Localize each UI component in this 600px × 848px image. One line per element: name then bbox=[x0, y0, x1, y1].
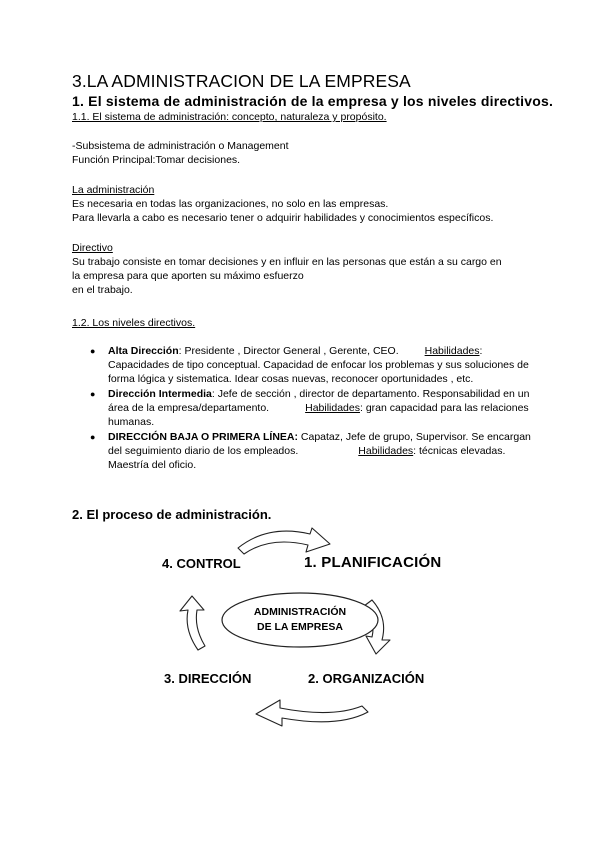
arrow-top-icon bbox=[238, 528, 330, 554]
bullet-icon: ● bbox=[90, 389, 96, 399]
center-label-line2: DE LA EMPRESA bbox=[257, 621, 343, 633]
step-control-label: 4. CONTROL bbox=[162, 556, 241, 571]
administracion-line: Para llevarla a cabo es necesario tener o adquirir habilidades y conocimientos específicos. bbox=[72, 212, 494, 224]
directivo-line: la empresa para que aporten su máximo esfuerzo bbox=[72, 270, 304, 282]
center-label bbox=[236, 605, 364, 635]
arrow-left-icon bbox=[180, 596, 205, 650]
level-skills: : gran capacidad para las relaciones humanas. bbox=[108, 402, 529, 428]
level-roles: Capataz, Jefe de grupo, Supervisor. Se encargan del seguimiento diario de los empleados. bbox=[108, 431, 531, 457]
level-skills-label: Habilidades bbox=[424, 345, 480, 357]
intro-line: -Subsistema de administración o Management bbox=[72, 140, 289, 152]
step-direccion-label: 3. DIRECCIÓN bbox=[164, 671, 252, 686]
level-name: Alta Dirección bbox=[108, 345, 179, 357]
section2-heading: 2. El proceso de administración. bbox=[72, 507, 272, 522]
directivo-line: Su trabajo consiste en tomar decisiones y en influir en las personas que están a su cargo en bbox=[72, 256, 502, 268]
document-title: 3.LA ADMINISTRACION DE LA EMPRESA bbox=[72, 71, 411, 91]
level-item-baja bbox=[72, 430, 532, 472]
center-label-line1: ADMINISTRACIÓN bbox=[253, 606, 347, 618]
administracion-block bbox=[72, 183, 532, 225]
level-name: Dirección Intermedia bbox=[108, 388, 212, 400]
intro-line: Función Principal:Tomar decisiones. bbox=[72, 154, 241, 166]
directivo-label: Directivo bbox=[72, 242, 113, 254]
level-skills-label: Habilidades bbox=[305, 402, 360, 414]
level-name: DIRECCIÓN BAJA O PRIMERA LÍNEA: bbox=[108, 431, 298, 443]
level-roles: : Presidente , Director General , Gerente, CEO. bbox=[178, 345, 399, 357]
administracion-label: La administración bbox=[72, 184, 155, 196]
arrow-bottom-icon bbox=[256, 700, 368, 726]
level-skills: : Capacidades de tipo conceptual. Capacidad de enfocar los problemas y sus soluciones de forma lógica y sistematica. Idear cosas nuevas, reconocer oportunidades , etc. bbox=[108, 345, 529, 385]
step-planificacion-label: 1. PLANIFICACIÓN bbox=[304, 554, 442, 571]
directivo-block bbox=[72, 241, 532, 297]
level-item-alta bbox=[72, 344, 532, 386]
step-organizacion-label: 2. ORGANIZACIÓN bbox=[308, 671, 425, 686]
bullet-icon: ● bbox=[90, 432, 96, 442]
administracion-line: Es necesaria en todas las organizaciones, no solo en las empresas. bbox=[72, 198, 389, 210]
section1-subheading2: 1.2. Los niveles directivos. bbox=[72, 317, 196, 329]
level-skills: : técnicas elevadas. Maestría del oficio. bbox=[108, 445, 506, 471]
level-skills-label: Habilidades bbox=[358, 445, 414, 457]
bullet-icon: ● bbox=[90, 346, 96, 356]
level-item-intermedia bbox=[72, 387, 532, 429]
level-roles: : Jefe de sección , director de departamento. Responsabilidad en un área de la empresa/departamento. bbox=[108, 388, 530, 414]
intro-block bbox=[72, 139, 532, 167]
section1-heading: 1. El sistema de administración de la empresa y los niveles directivos. bbox=[72, 93, 554, 109]
levels-list bbox=[72, 344, 532, 473]
directivo-line: en el trabajo. bbox=[72, 284, 133, 296]
section1-subheading: 1.1. El sistema de administración: concepto, naturaleza y propósito. bbox=[72, 111, 387, 123]
process-diagram bbox=[150, 526, 450, 744]
